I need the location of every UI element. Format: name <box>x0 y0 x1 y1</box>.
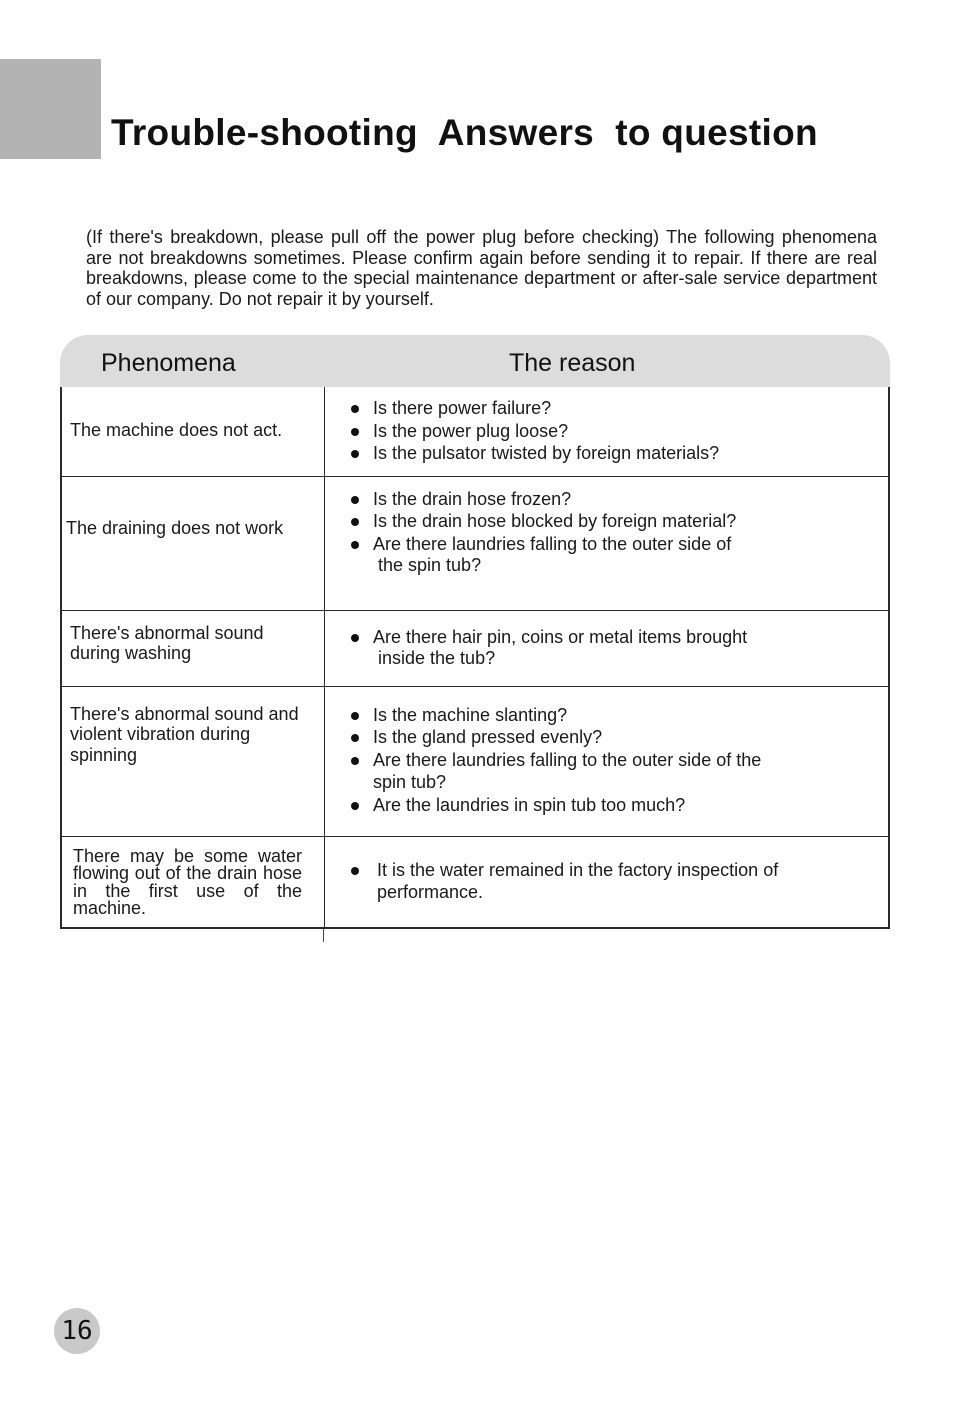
reason-item: Is the gland pressed evenly? <box>351 726 788 749</box>
reason-item <box>351 626 878 669</box>
phenomenon-cell <box>61 387 325 476</box>
reason-list <box>351 488 878 576</box>
reason-item-continuation: inside the tub? <box>378 648 496 668</box>
table-row <box>61 610 889 686</box>
phenomenon-cell <box>61 686 325 836</box>
table-body <box>60 387 890 929</box>
reason-item: Is the machine slanting? <box>351 704 788 727</box>
reason-item: Is the pulsator twisted by foreign materials? <box>351 442 878 465</box>
phenomenon-cell <box>61 836 325 928</box>
divider-tail <box>323 929 324 942</box>
troubleshooting-table <box>60 335 890 929</box>
table-header <box>60 335 890 387</box>
table-row <box>61 836 889 928</box>
phenomenon-text: The draining does not work <box>66 517 284 538</box>
reason-item <box>351 533 878 576</box>
reason-item: Is the power plug loose? <box>351 420 878 443</box>
reason-item-text: Are there laundries falling to the outer side of <box>373 533 732 554</box>
reason-item-continuation: the spin tub? <box>378 555 482 575</box>
phenomenon-text: There's abnormal sound during washing <box>70 622 264 663</box>
reason-list <box>351 397 878 465</box>
reason-list <box>351 626 878 669</box>
intro-paragraph: (If there's breakdown, please pull off the power plug before checking) The following phenomena are not breakdowns sometimes. Please confirm again before sending it to repair. If there are real breakdowns, please come to the special maintenance department or after-sale service department of our company. Do not repair it by yourself. <box>86 227 877 309</box>
table-row <box>61 387 889 476</box>
reason-item-text: Are there hair pin, coins or metal items brought <box>373 626 748 647</box>
reason-cell <box>325 836 890 928</box>
phenomenon-cell <box>61 476 325 610</box>
reason-item: Are the laundries in spin tub too much? <box>351 794 788 817</box>
reason-cell <box>325 476 890 610</box>
phenomenon-text: The machine does not act. <box>70 420 283 440</box>
reason-cell <box>325 686 890 836</box>
phenomenon-text: There's abnormal sound and violent vibration during spinning <box>70 703 299 765</box>
table-row <box>61 476 889 610</box>
corner-tab-block <box>0 59 101 159</box>
header-reason: The reason <box>509 349 636 377</box>
header-phenomena: Phenomena <box>101 349 236 377</box>
phenomenon-text: There may be some water flowing out of the drain hose in the first use of the machine. <box>73 845 302 918</box>
reason-cell <box>325 610 890 686</box>
reason-item: Are there laundries falling to the outer side of the spin tub? <box>351 749 788 794</box>
table-row <box>61 686 889 836</box>
reason-item: Is the drain hose frozen? <box>351 488 878 511</box>
reason-item: Is the drain hose blocked by foreign material? <box>351 510 878 533</box>
reason-list <box>351 859 808 904</box>
reason-item: Is there power failure? <box>351 397 878 420</box>
reason-list <box>351 704 788 817</box>
page-title: Trouble-shooting Answers to question <box>111 112 818 153</box>
reason-item: It is the water remained in the factory inspection of performance. <box>351 859 808 904</box>
phenomenon-cell <box>61 610 325 686</box>
page-number-badge: 16 <box>54 1308 100 1354</box>
reason-cell <box>325 387 890 476</box>
